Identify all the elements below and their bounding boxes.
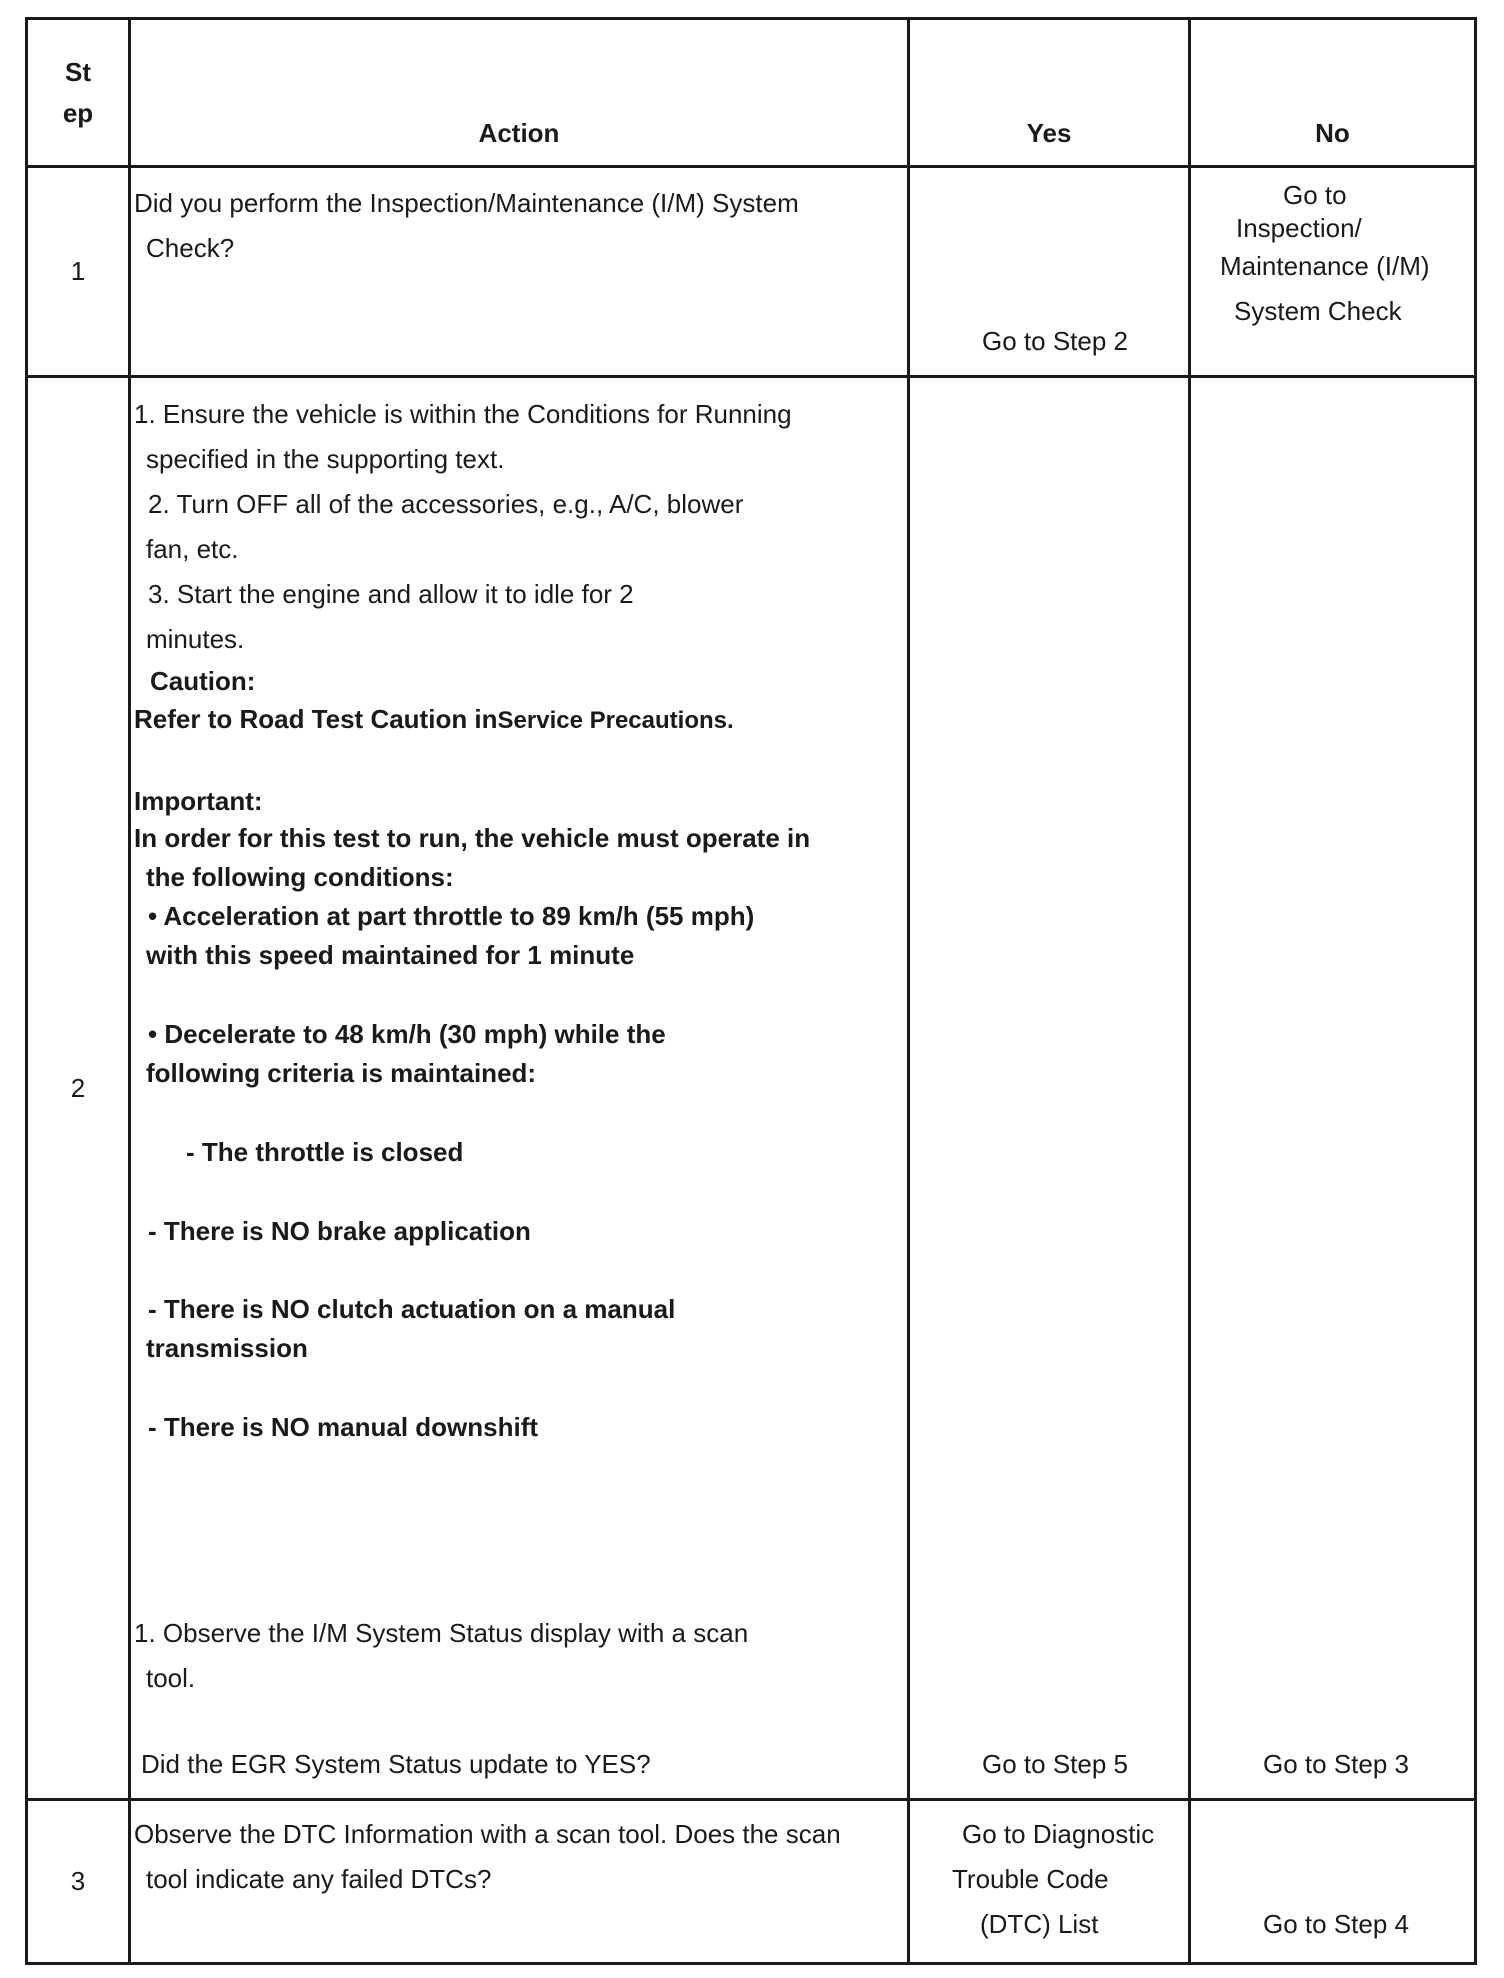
- instruction-step: 1. Ensure the vehicle is within the Conditions for Running: [134, 399, 792, 429]
- no-link-line: Maintenance (I/M): [1220, 251, 1430, 281]
- header-yes: Yes: [909, 19, 1190, 167]
- instruction-step: specified in the supporting text.: [146, 444, 505, 474]
- header-step-line1: St: [65, 57, 91, 88]
- important-label: Important:: [134, 786, 263, 816]
- criteria-item: - The throttle is closed: [186, 1137, 464, 1167]
- action-text: Did you perform the Inspection/Maintenance (I/M) System: [134, 188, 799, 218]
- action-text: Observe the DTC Information with a scan tool. Does the scan: [134, 1819, 841, 1849]
- important-text: In order for this test to run, the vehicle must operate in: [134, 823, 811, 853]
- condition-bullet: with this speed maintained for 1 minute: [146, 940, 635, 970]
- no-link-line: Go to: [1283, 180, 1347, 210]
- instruction-step: fan, etc.: [146, 534, 239, 564]
- diagnostic-table: [25, 17, 1477, 1965]
- diagnostic-table-page: [25, 17, 1474, 1972]
- step-number: 2: [27, 377, 130, 1800]
- header-no: No: [1190, 19, 1476, 167]
- condition-bullet: • Decelerate to 48 km/h (30 mph) while the: [148, 1019, 666, 1049]
- criteria-item: transmission: [146, 1333, 308, 1363]
- no-cell: [1190, 377, 1476, 1800]
- condition-bullet: following criteria is maintained:: [146, 1058, 537, 1088]
- yes-cell: [909, 377, 1190, 1800]
- criteria-item: - There is NO brake application: [148, 1216, 531, 1246]
- no-cell[interactable]: [1190, 167, 1476, 377]
- table-row: [27, 377, 1476, 1800]
- header-row: [27, 19, 1476, 167]
- no-link[interactable]: Go to Step 3: [1263, 1749, 1409, 1779]
- yes-link-line: Trouble Code: [952, 1864, 1109, 1894]
- yes-link-line: Go to Diagnostic: [962, 1819, 1155, 1849]
- instruction-step: 3. Start the engine and allow it to idle for 2: [148, 579, 634, 609]
- no-link-line: System Check: [1234, 296, 1402, 326]
- step-number: 3: [27, 1800, 130, 1964]
- caution-label: Caution:: [150, 666, 256, 696]
- instruction-step: 1. Observe the I/M System Status display with a scan: [134, 1618, 749, 1648]
- condition-bullet: • Acceleration at part throttle to 89 km/h (55 mph): [148, 901, 755, 931]
- important-text: the following conditions:: [146, 862, 454, 892]
- criteria-item: - There is NO clutch actuation on a manual: [148, 1294, 676, 1324]
- service-precautions-link[interactable]: Service Precautions.: [497, 707, 734, 734]
- criteria-item: - There is NO manual downshift: [148, 1412, 539, 1442]
- yes-link-line: (DTC) List: [980, 1909, 1099, 1939]
- table-row: [27, 167, 1476, 377]
- yes-cell: [909, 167, 1190, 377]
- header-step-line2: ep: [62, 97, 94, 128]
- no-cell: [1190, 1800, 1476, 1964]
- instruction-step: tool.: [146, 1663, 196, 1693]
- no-link[interactable]: Go to Step 4: [1263, 1909, 1409, 1939]
- step-question: Did the EGR System Status update to YES?: [141, 1749, 651, 1779]
- table-row: [27, 1800, 1476, 1964]
- instruction-step: minutes.: [146, 624, 245, 654]
- instruction-step: 2. Turn OFF all of the accessories, e.g., A/C, blower: [148, 489, 744, 519]
- no-link-line: Inspection/: [1236, 213, 1362, 243]
- yes-cell[interactable]: [909, 1800, 1190, 1964]
- step-number: 1: [27, 167, 130, 377]
- header-step: [27, 19, 130, 167]
- action-cell: [130, 167, 909, 377]
- yes-link[interactable]: Go to Step 5: [982, 1749, 1128, 1779]
- action-cell: [130, 377, 909, 1800]
- header-action: Action: [130, 19, 909, 167]
- action-cell: [130, 1800, 909, 1964]
- action-text: Check?: [146, 233, 235, 263]
- caution-text: Refer to Road Test Caution inService Precautions.: [134, 704, 734, 734]
- yes-link[interactable]: Go to Step 2: [982, 326, 1128, 356]
- action-text: tool indicate any failed DTCs?: [146, 1864, 492, 1894]
